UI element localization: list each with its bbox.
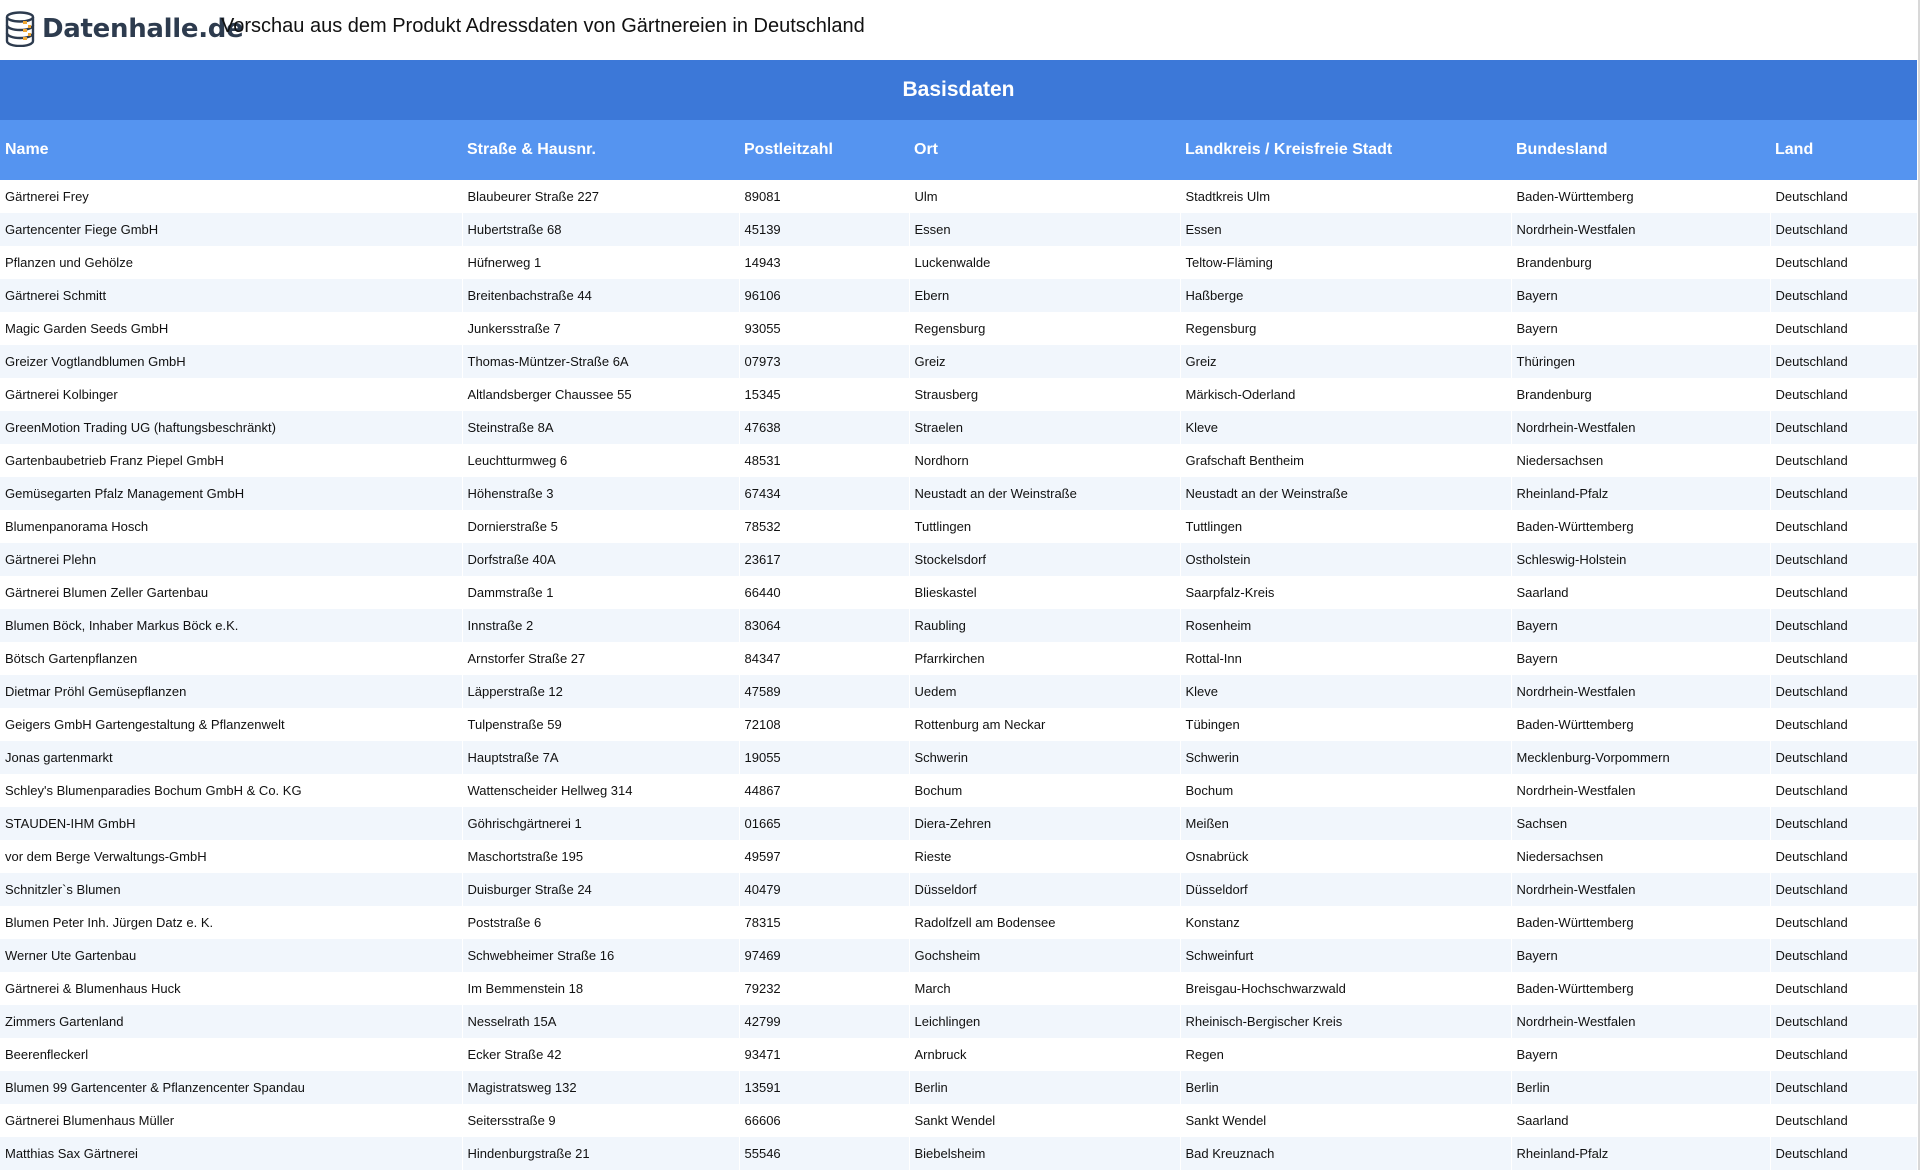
cell-city: Essen bbox=[909, 213, 1180, 246]
cell-name: Greizer Vogtlandblumen GmbH bbox=[0, 345, 462, 378]
cell-name: Gärtnerei Blumenhaus Müller bbox=[0, 1104, 462, 1137]
table-row bbox=[0, 609, 1917, 642]
cell-district: Schweinfurt bbox=[1180, 939, 1511, 972]
cell-street: Thomas-Müntzer-Straße 6A bbox=[462, 345, 739, 378]
cell-country: Deutschland bbox=[1770, 378, 1917, 411]
cell-name: Gemüsegarten Pfalz Management GmbH bbox=[0, 477, 462, 510]
cell-country: Deutschland bbox=[1770, 708, 1917, 741]
cell-district: Osnabrück bbox=[1180, 840, 1511, 873]
cell-street: Ecker Straße 42 bbox=[462, 1038, 739, 1071]
cell-postal-code: 15345 bbox=[739, 378, 909, 411]
cell-street: Nesselrath 15A bbox=[462, 1005, 739, 1038]
cell-city: Rieste bbox=[909, 840, 1180, 873]
cell-district: Kleve bbox=[1180, 411, 1511, 444]
cell-street: Breitenbachstraße 44 bbox=[462, 279, 739, 312]
cell-city: Rottenburg am Neckar bbox=[909, 708, 1180, 741]
cell-name: Pflanzen und Gehölze bbox=[0, 246, 462, 279]
cell-postal-code: 66440 bbox=[739, 576, 909, 609]
cell-district: Haßberge bbox=[1180, 279, 1511, 312]
cell-name: Geigers GmbH Gartengestaltung & Pflanzenwelt bbox=[0, 708, 462, 741]
table-row bbox=[0, 675, 1917, 708]
cell-city: Bochum bbox=[909, 774, 1180, 807]
cell-postal-code: 84347 bbox=[739, 642, 909, 675]
cell-district: Ostholstein bbox=[1180, 543, 1511, 576]
page-title: Vorschau aus dem Produkt Adressdaten von Gärtnereien in Deutschland bbox=[221, 15, 865, 37]
cell-street: Göhrischgärtnerei 1 bbox=[462, 807, 739, 840]
cell-city: Diera-Zehren bbox=[909, 807, 1180, 840]
cell-state: Nordrhein-Westfalen bbox=[1511, 675, 1770, 708]
table-row bbox=[0, 477, 1917, 510]
cell-city: Neustadt an der Weinstraße bbox=[909, 477, 1180, 510]
cell-postal-code: 47638 bbox=[739, 411, 909, 444]
table-row bbox=[0, 378, 1917, 411]
table-row bbox=[0, 642, 1917, 675]
table-row bbox=[0, 972, 1917, 1005]
cell-name: Blumen Böck, Inhaber Markus Böck e.K. bbox=[0, 609, 462, 642]
cell-district: Stadtkreis Ulm bbox=[1180, 180, 1511, 213]
cell-city: Sankt Wendel bbox=[909, 1104, 1180, 1137]
cell-postal-code: 96106 bbox=[739, 279, 909, 312]
cell-name: Blumenpanorama Hosch bbox=[0, 510, 462, 543]
cell-name: Blumen Peter Inh. Jürgen Datz e. K. bbox=[0, 906, 462, 939]
cell-city: Arnbruck bbox=[909, 1038, 1180, 1071]
cell-postal-code: 72108 bbox=[739, 708, 909, 741]
cell-name: Schley's Blumenparadies Bochum GmbH & Co. KG bbox=[0, 774, 462, 807]
table-row bbox=[0, 1005, 1917, 1038]
cell-city: Nordhorn bbox=[909, 444, 1180, 477]
cell-street: Seitersstraße 9 bbox=[462, 1104, 739, 1137]
cell-name: Gärtnerei Schmitt bbox=[0, 279, 462, 312]
cell-district: Tübingen bbox=[1180, 708, 1511, 741]
cell-state: Baden-Württemberg bbox=[1511, 708, 1770, 741]
cell-postal-code: 01665 bbox=[739, 807, 909, 840]
cell-country: Deutschland bbox=[1770, 213, 1917, 246]
cell-district: Teltow-Fläming bbox=[1180, 246, 1511, 279]
cell-street: Wattenscheider Hellweg 314 bbox=[462, 774, 739, 807]
cell-district: Saarpfalz-Kreis bbox=[1180, 576, 1511, 609]
cell-country: Deutschland bbox=[1770, 675, 1917, 708]
cell-postal-code: 48531 bbox=[739, 444, 909, 477]
cell-postal-code: 45139 bbox=[739, 213, 909, 246]
cell-city: Pfarrkirchen bbox=[909, 642, 1180, 675]
cell-state: Mecklenburg-Vorpommern bbox=[1511, 741, 1770, 774]
cell-postal-code: 66606 bbox=[739, 1104, 909, 1137]
table-row bbox=[0, 543, 1917, 576]
cell-city: Gochsheim bbox=[909, 939, 1180, 972]
table-row bbox=[0, 906, 1917, 939]
cell-country: Deutschland bbox=[1770, 543, 1917, 576]
cell-country: Deutschland bbox=[1770, 1137, 1917, 1170]
cell-city: Uedem bbox=[909, 675, 1180, 708]
cell-name: Magic Garden Seeds GmbH bbox=[0, 312, 462, 345]
cell-name: Gärtnerei Kolbinger bbox=[0, 378, 462, 411]
table-row bbox=[0, 708, 1917, 741]
cell-city: Düsseldorf bbox=[909, 873, 1180, 906]
cell-district: Breisgau-Hochschwarzwald bbox=[1180, 972, 1511, 1005]
cell-name: Gärtnerei & Blumenhaus Huck bbox=[0, 972, 462, 1005]
cell-state: Niedersachsen bbox=[1511, 840, 1770, 873]
cell-city: Raubling bbox=[909, 609, 1180, 642]
cell-country: Deutschland bbox=[1770, 411, 1917, 444]
table-row bbox=[0, 840, 1917, 873]
cell-district: Meißen bbox=[1180, 807, 1511, 840]
cell-street: Magistratsweg 132 bbox=[462, 1071, 739, 1104]
cell-country: Deutschland bbox=[1770, 1104, 1917, 1137]
cell-state: Saarland bbox=[1511, 576, 1770, 609]
table-row bbox=[0, 246, 1917, 279]
cell-city: Straelen bbox=[909, 411, 1180, 444]
cell-state: Nordrhein-Westfalen bbox=[1511, 774, 1770, 807]
cell-country: Deutschland bbox=[1770, 972, 1917, 1005]
cell-state: Rheinland-Pfalz bbox=[1511, 1137, 1770, 1170]
cell-postal-code: 89081 bbox=[739, 180, 909, 213]
column-header-state[interactable]: Bundesland bbox=[1511, 120, 1770, 180]
cell-street: Dorfstraße 40A bbox=[462, 543, 739, 576]
cell-country: Deutschland bbox=[1770, 576, 1917, 609]
cell-district: Konstanz bbox=[1180, 906, 1511, 939]
table-row bbox=[0, 411, 1917, 444]
cell-postal-code: 78315 bbox=[739, 906, 909, 939]
cell-state: Bayern bbox=[1511, 939, 1770, 972]
cell-country: Deutschland bbox=[1770, 1071, 1917, 1104]
cell-state: Bayern bbox=[1511, 279, 1770, 312]
cell-name: Schnitzler`s Blumen bbox=[0, 873, 462, 906]
cell-postal-code: 67434 bbox=[739, 477, 909, 510]
cell-street: Arnstorfer Straße 27 bbox=[462, 642, 739, 675]
table-row bbox=[0, 180, 1917, 213]
cell-state: Saarland bbox=[1511, 1104, 1770, 1137]
cell-street: Höhenstraße 3 bbox=[462, 477, 739, 510]
cell-district: Tuttlingen bbox=[1180, 510, 1511, 543]
cell-postal-code: 55546 bbox=[739, 1137, 909, 1170]
data-table-container bbox=[0, 60, 1917, 1170]
cell-country: Deutschland bbox=[1770, 906, 1917, 939]
column-header-street[interactable]: Straße & Hausnr. bbox=[462, 120, 739, 180]
cell-district: Sankt Wendel bbox=[1180, 1104, 1511, 1137]
cell-city: Regensburg bbox=[909, 312, 1180, 345]
cell-state: Bayern bbox=[1511, 609, 1770, 642]
cell-street: Hüfnerweg 1 bbox=[462, 246, 739, 279]
cell-district: Kleve bbox=[1180, 675, 1511, 708]
table-row bbox=[0, 444, 1917, 477]
table-row bbox=[0, 345, 1917, 378]
column-header-district[interactable]: Landkreis / Kreisfreie Stadt bbox=[1180, 120, 1511, 180]
cell-state: Baden-Württemberg bbox=[1511, 906, 1770, 939]
cell-name: Gartencenter Fiege GmbH bbox=[0, 213, 462, 246]
table-row bbox=[0, 774, 1917, 807]
cell-district: Düsseldorf bbox=[1180, 873, 1511, 906]
table-row bbox=[0, 510, 1917, 543]
cell-district: Regensburg bbox=[1180, 312, 1511, 345]
cell-name: Gärtnerei Frey bbox=[0, 180, 462, 213]
cell-country: Deutschland bbox=[1770, 642, 1917, 675]
cell-country: Deutschland bbox=[1770, 1038, 1917, 1071]
cell-district: Rottal-Inn bbox=[1180, 642, 1511, 675]
cell-city: March bbox=[909, 972, 1180, 1005]
cell-state: Thüringen bbox=[1511, 345, 1770, 378]
cell-name: GreenMotion Trading UG (haftungsbeschränkt) bbox=[0, 411, 462, 444]
cell-street: Leuchtturmweg 6 bbox=[462, 444, 739, 477]
cell-postal-code: 93471 bbox=[739, 1038, 909, 1071]
cell-city: Schwerin bbox=[909, 741, 1180, 774]
cell-state: Bayern bbox=[1511, 312, 1770, 345]
cell-state: Brandenburg bbox=[1511, 246, 1770, 279]
cell-city: Berlin bbox=[909, 1071, 1180, 1104]
cell-postal-code: 83064 bbox=[739, 609, 909, 642]
cell-country: Deutschland bbox=[1770, 807, 1917, 840]
table-row bbox=[0, 213, 1917, 246]
table-body bbox=[0, 180, 1917, 1170]
cell-district: Rheinisch-Bergischer Kreis bbox=[1180, 1005, 1511, 1038]
cell-city: Strausberg bbox=[909, 378, 1180, 411]
cell-country: Deutschland bbox=[1770, 510, 1917, 543]
cell-postal-code: 42799 bbox=[739, 1005, 909, 1038]
cell-country: Deutschland bbox=[1770, 477, 1917, 510]
cell-name: Beerenfleckerl bbox=[0, 1038, 462, 1071]
cell-street: Maschortstraße 195 bbox=[462, 840, 739, 873]
cell-postal-code: 40479 bbox=[739, 873, 909, 906]
cell-street: Dammstraße 1 bbox=[462, 576, 739, 609]
table-row bbox=[0, 807, 1917, 840]
cell-name: Dietmar Pröhl Gemüsepflanzen bbox=[0, 675, 462, 708]
cell-name: Gartenbaubetrieb Franz Piepel GmbH bbox=[0, 444, 462, 477]
cell-state: Baden-Württemberg bbox=[1511, 180, 1770, 213]
cell-city: Leichlingen bbox=[909, 1005, 1180, 1038]
cell-state: Brandenburg bbox=[1511, 378, 1770, 411]
cell-street: Läpperstraße 12 bbox=[462, 675, 739, 708]
cell-name: Matthias Sax Gärtnerei bbox=[0, 1137, 462, 1170]
column-header-city[interactable]: Ort bbox=[909, 120, 1180, 180]
cell-district: Regen bbox=[1180, 1038, 1511, 1071]
cell-postal-code: 97469 bbox=[739, 939, 909, 972]
table-row bbox=[0, 873, 1917, 906]
section-header: Basisdaten bbox=[0, 60, 1917, 120]
cell-country: Deutschland bbox=[1770, 840, 1917, 873]
cell-postal-code: 47589 bbox=[739, 675, 909, 708]
cell-name: STAUDEN-IHM GmbH bbox=[0, 807, 462, 840]
cell-city: Tuttlingen bbox=[909, 510, 1180, 543]
cell-country: Deutschland bbox=[1770, 246, 1917, 279]
table-row bbox=[0, 576, 1917, 609]
cell-state: Bayern bbox=[1511, 1038, 1770, 1071]
logo[interactable] bbox=[4, 9, 243, 49]
cell-country: Deutschland bbox=[1770, 609, 1917, 642]
cell-state: Bayern bbox=[1511, 642, 1770, 675]
cell-name: Gärtnerei Plehn bbox=[0, 543, 462, 576]
cell-street: Hindenburgstraße 21 bbox=[462, 1137, 739, 1170]
column-header-country[interactable]: Land bbox=[1770, 120, 1917, 180]
cell-street: Hauptstraße 7A bbox=[462, 741, 739, 774]
cell-district: Bochum bbox=[1180, 774, 1511, 807]
cell-postal-code: 79232 bbox=[739, 972, 909, 1005]
cell-city: Greiz bbox=[909, 345, 1180, 378]
cell-city: Stockelsdorf bbox=[909, 543, 1180, 576]
table-row bbox=[0, 312, 1917, 345]
cell-name: Jonas gartenmarkt bbox=[0, 741, 462, 774]
cell-state: Nordrhein-Westfalen bbox=[1511, 873, 1770, 906]
cell-name: Gärtnerei Blumen Zeller Gartenbau bbox=[0, 576, 462, 609]
table-row bbox=[0, 1137, 1917, 1170]
cell-country: Deutschland bbox=[1770, 774, 1917, 807]
cell-postal-code: 93055 bbox=[739, 312, 909, 345]
cell-district: Grafschaft Bentheim bbox=[1180, 444, 1511, 477]
cell-city: Radolfzell am Bodensee bbox=[909, 906, 1180, 939]
cell-name: Zimmers Gartenland bbox=[0, 1005, 462, 1038]
cell-state: Baden-Württemberg bbox=[1511, 510, 1770, 543]
cell-street: Schwebheimer Straße 16 bbox=[462, 939, 739, 972]
cell-country: Deutschland bbox=[1770, 444, 1917, 477]
cell-country: Deutschland bbox=[1770, 345, 1917, 378]
cell-district: Rosenheim bbox=[1180, 609, 1511, 642]
cell-city: Blieskastel bbox=[909, 576, 1180, 609]
cell-street: Dornierstraße 5 bbox=[462, 510, 739, 543]
table-row bbox=[0, 279, 1917, 312]
cell-city: Biebelsheim bbox=[909, 1137, 1180, 1170]
table-row bbox=[0, 1038, 1917, 1071]
cell-city: Ulm bbox=[909, 180, 1180, 213]
cell-name: Bötsch Gartenpflanzen bbox=[0, 642, 462, 675]
cell-district: Greiz bbox=[1180, 345, 1511, 378]
cell-street: Steinstraße 8A bbox=[462, 411, 739, 444]
cell-district: Berlin bbox=[1180, 1071, 1511, 1104]
cell-city: Luckenwalde bbox=[909, 246, 1180, 279]
column-header-name[interactable]: Name bbox=[0, 120, 462, 180]
cell-postal-code: 14943 bbox=[739, 246, 909, 279]
cell-street: Junkersstraße 7 bbox=[462, 312, 739, 345]
cell-name: vor dem Berge Verwaltungs-GmbH bbox=[0, 840, 462, 873]
cell-street: Duisburger Straße 24 bbox=[462, 873, 739, 906]
cell-district: Neustadt an der Weinstraße bbox=[1180, 477, 1511, 510]
table-row bbox=[0, 1104, 1917, 1137]
cell-country: Deutschland bbox=[1770, 939, 1917, 972]
cell-street: Altlandsberger Chaussee 55 bbox=[462, 378, 739, 411]
cell-street: Im Bemmenstein 18 bbox=[462, 972, 739, 1005]
database-logo-icon bbox=[4, 11, 36, 47]
data-table bbox=[0, 120, 1918, 1170]
cell-district: Märkisch-Oderland bbox=[1180, 378, 1511, 411]
cell-country: Deutschland bbox=[1770, 180, 1917, 213]
cell-state: Nordrhein-Westfalen bbox=[1511, 1005, 1770, 1038]
cell-country: Deutschland bbox=[1770, 1005, 1917, 1038]
cell-postal-code: 19055 bbox=[739, 741, 909, 774]
column-header-postal-code[interactable]: Postleitzahl bbox=[739, 120, 909, 180]
cell-street: Hubertstraße 68 bbox=[462, 213, 739, 246]
cell-city: Ebern bbox=[909, 279, 1180, 312]
cell-postal-code: 13591 bbox=[739, 1071, 909, 1104]
cell-district: Schwerin bbox=[1180, 741, 1511, 774]
cell-street: Poststraße 6 bbox=[462, 906, 739, 939]
cell-district: Essen bbox=[1180, 213, 1511, 246]
cell-postal-code: 78532 bbox=[739, 510, 909, 543]
table-row bbox=[0, 1071, 1917, 1104]
cell-country: Deutschland bbox=[1770, 873, 1917, 906]
cell-postal-code: 07973 bbox=[739, 345, 909, 378]
cell-name: Werner Ute Gartenbau bbox=[0, 939, 462, 972]
cell-country: Deutschland bbox=[1770, 312, 1917, 345]
table-row bbox=[0, 741, 1917, 774]
cell-postal-code: 23617 bbox=[739, 543, 909, 576]
logo-text: Datenhalle.de bbox=[42, 14, 244, 44]
cell-state: Baden-Württemberg bbox=[1511, 972, 1770, 1005]
cell-district: Bad Kreuznach bbox=[1180, 1137, 1511, 1170]
table-row bbox=[0, 939, 1917, 972]
cell-postal-code: 44867 bbox=[739, 774, 909, 807]
top-bar bbox=[0, 0, 1920, 60]
cell-street: Innstraße 2 bbox=[462, 609, 739, 642]
cell-country: Deutschland bbox=[1770, 741, 1917, 774]
cell-street: Tulpenstraße 59 bbox=[462, 708, 739, 741]
cell-state: Berlin bbox=[1511, 1071, 1770, 1104]
cell-state: Sachsen bbox=[1511, 807, 1770, 840]
cell-country: Deutschland bbox=[1770, 279, 1917, 312]
cell-state: Nordrhein-Westfalen bbox=[1511, 213, 1770, 246]
table-header-row bbox=[0, 120, 1917, 180]
cell-state: Schleswig-Holstein bbox=[1511, 543, 1770, 576]
cell-postal-code: 49597 bbox=[739, 840, 909, 873]
cell-name: Blumen 99 Gartencenter & Pflanzencenter Spandau bbox=[0, 1071, 462, 1104]
cell-state: Niedersachsen bbox=[1511, 444, 1770, 477]
cell-state: Rheinland-Pfalz bbox=[1511, 477, 1770, 510]
cell-street: Blaubeurer Straße 227 bbox=[462, 180, 739, 213]
cell-state: Nordrhein-Westfalen bbox=[1511, 411, 1770, 444]
